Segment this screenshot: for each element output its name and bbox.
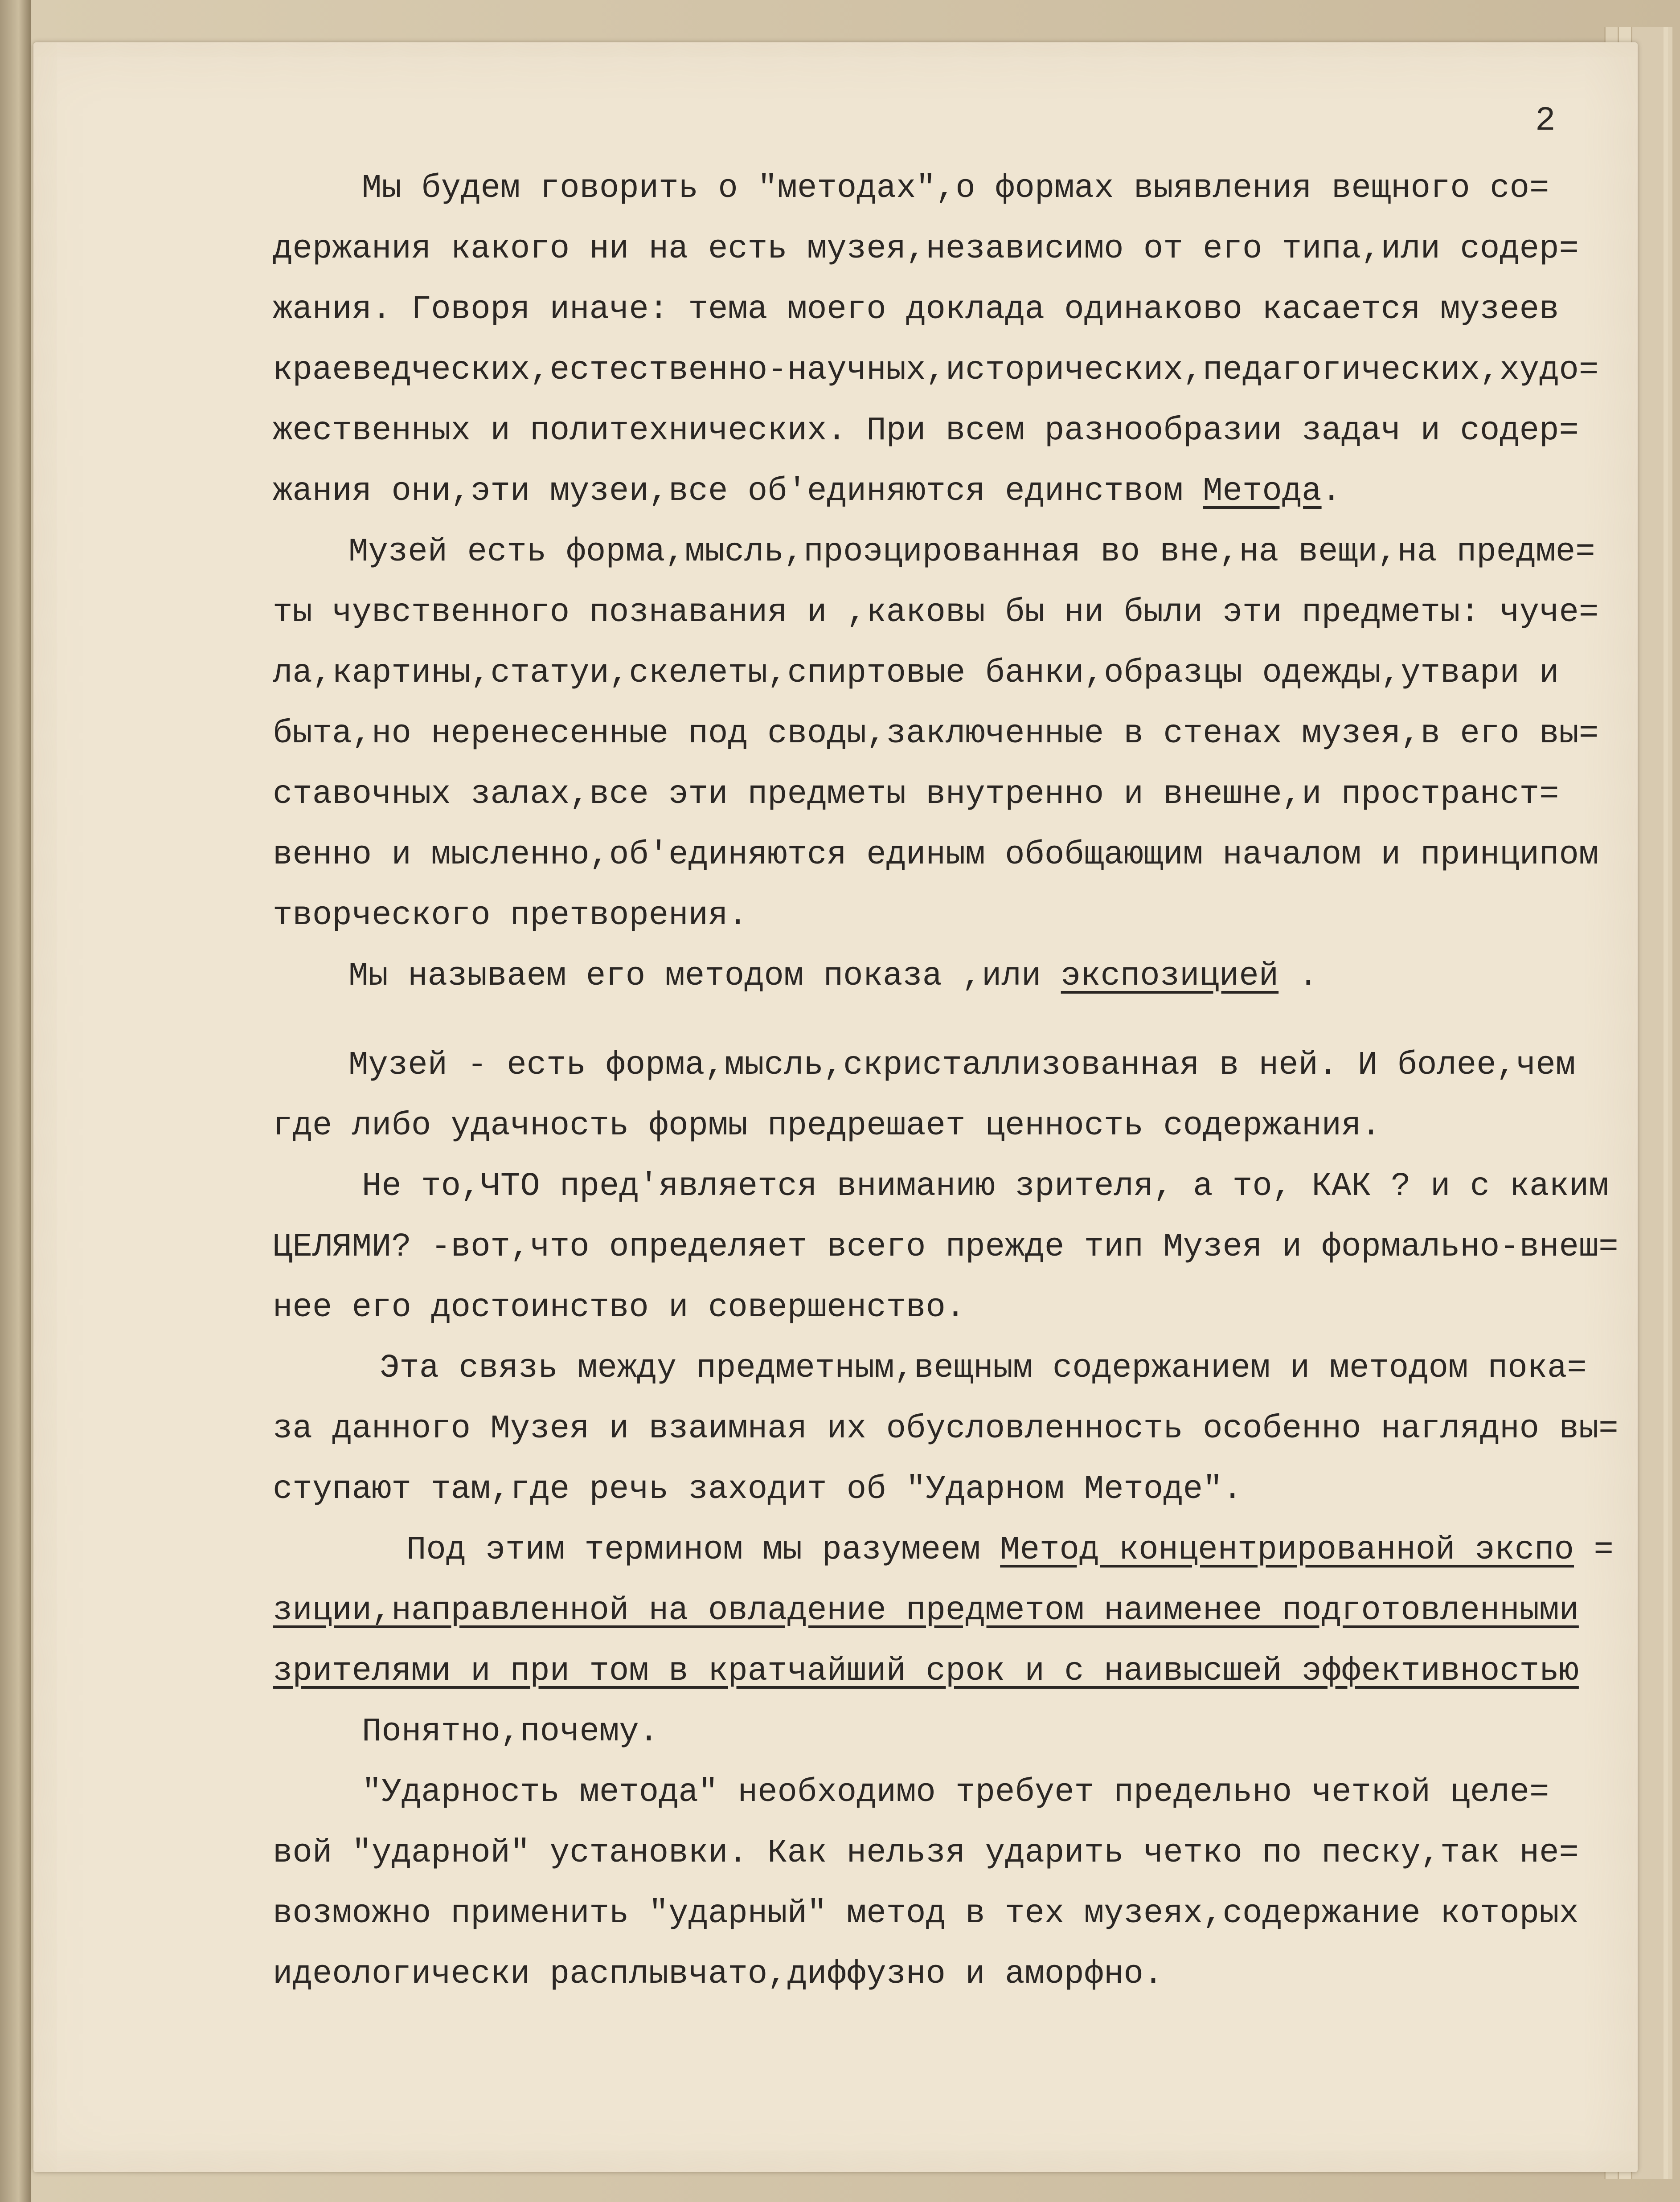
text-line: за данного Музея и взаимная их обусловленность особенно наглядно вы= — [273, 1410, 1619, 1448]
body-text — [273, 158, 1619, 2005]
text-line: ла,картины,статуи,скелеты,спиртовые банки,образцы одежды,утвари и — [273, 655, 1559, 692]
text-line: Эта связь между предметным,вещным содержанием и методом пока= — [380, 1350, 1587, 1387]
text-line: где либо удачность формы предрешает ценность содержания. — [273, 1107, 1381, 1145]
text-segment: . — [1278, 958, 1318, 995]
underlined-text: Метод концентрированной экспо — [1000, 1531, 1574, 1569]
text-line: нее его достоинство и совершенство. — [273, 1289, 966, 1326]
text-line: ставочныx залах,все эти предметы внутренно и внешне,и пространст= — [273, 776, 1559, 813]
text-line — [273, 1641, 1619, 1702]
text-line: Мы будем говорить о "методах",о формах выявления вещного со= — [362, 170, 1549, 207]
text-line — [273, 1580, 1619, 1641]
text-line: держания какого ни на есть музея,независимо от его типа,или содер= — [273, 230, 1579, 268]
text-segment: Под этим термином мы разумеем — [406, 1531, 1000, 1569]
text-line — [273, 461, 1619, 522]
text-line: "Ударность метода" необходимо требует предельно четкой целе= — [362, 1774, 1549, 1811]
text-line: жественных и политехнических. При всем разнообразии задач и содер= — [273, 412, 1579, 450]
text-line: идеологически расплывчато,диффузно и аморфно. — [273, 1956, 1164, 1993]
text-line: ЦЕЛЯМИ? -вот,что определяет всего прежде тип Музея и формально-внеш= — [273, 1228, 1619, 1266]
binding-edge — [0, 0, 31, 2202]
text-line: Не то,ЧТО пред'являeтся вниманию зрителя, а то, КАК ? и с каким — [362, 1168, 1609, 1205]
text-line: быта,но нeренесенные под своды,заключенные в стенах музея,в его вы= — [273, 715, 1599, 753]
text-line: жания. Говоря иначе: тема моего доклада одинаково касается музеев — [273, 291, 1559, 328]
underlined-text: зрителями и при том в кратчайший срок и с наивысшей эффективностью — [273, 1653, 1579, 1690]
paragraph-gap — [273, 1007, 1619, 1035]
text-segment: жания они,эти музеи,все об'единяются единством — [273, 473, 1203, 510]
text-line: ты чувственного познавания и ,каковы бы ни были эти предметы: чуче= — [273, 594, 1599, 631]
text-line: венно и мысленно,об'единяются единым обобщающим началом и принципом — [273, 836, 1599, 874]
text-segment: Мы называем его методом показа ,или — [348, 958, 1061, 995]
underlined-text: Метода — [1203, 473, 1322, 510]
text-line: творческого претворения. — [273, 897, 748, 934]
underlined-text: зиции,направленной на овладение предметом наименее подготовленными — [273, 1592, 1579, 1629]
text-line: ступают там,где речь заходит об "Ударном Методе". — [273, 1471, 1242, 1508]
text-segment: = — [1574, 1531, 1614, 1569]
text-line: Музей есть форма,мысль,проэцированная во вне,на вещи,на предме= — [348, 533, 1595, 571]
text-line: вой "ударной" установки. Как нельзя ударить четко по песку,так не= — [273, 1834, 1579, 1872]
text-segment: . — [1321, 473, 1342, 510]
text-line: краеведческих,естественно-научных,исторических,педагогических,худо= — [273, 352, 1599, 389]
text-line: Понятно,почему. — [362, 1713, 659, 1751]
text-line: возможно применить "ударный" метод в тех музеях,содержание которых — [273, 1895, 1579, 1932]
page-number: 2 — [1535, 102, 1556, 140]
text-line — [273, 946, 1619, 1007]
text-line — [273, 1520, 1619, 1580]
underlined-text: экспозицией — [1061, 958, 1279, 995]
text-line: Музей - есть форма,мысль,скристаллизованная в ней. И более,чем — [348, 1047, 1576, 1084]
